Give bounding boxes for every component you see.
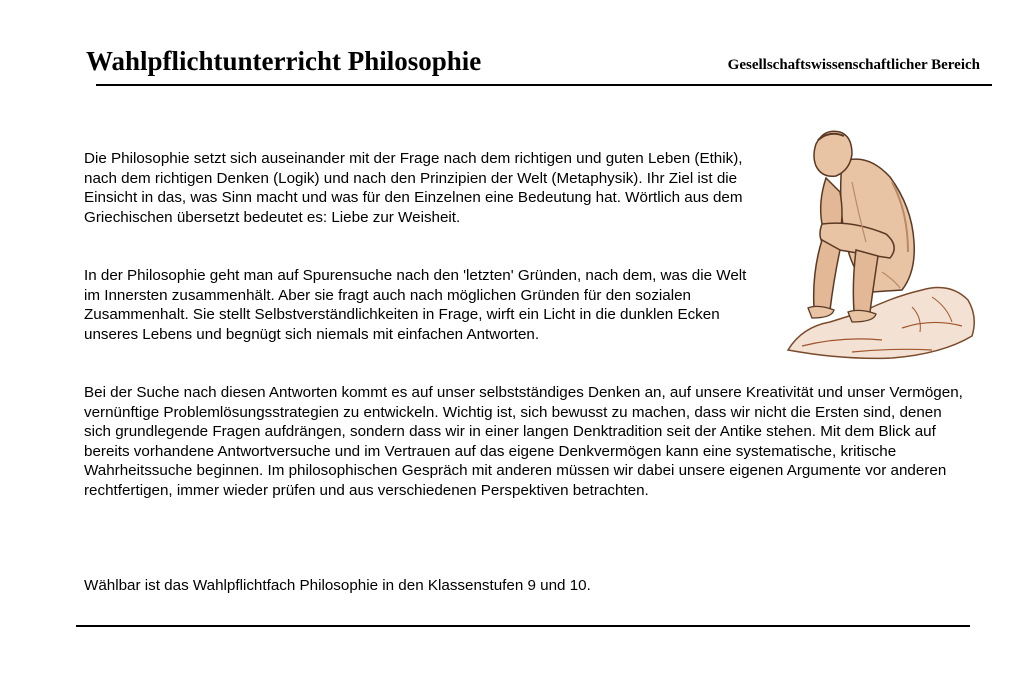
section-label: Gesellschaftswissenschaftlicher Bereich (727, 57, 980, 73)
paragraph-elective-note: Wählbar ist das Wahlpflichtfach Philosophie in den Klassenstufen 9 und 10. (84, 577, 591, 594)
paragraph-search: In der Philosophie geht man auf Spurensuche nach den 'letzten' Gründen, nach dem, was die Welt im Innersten zusammenhält. Aber sie fragt auch nach möglichen Gründen für den sozialen Zusammenhalt. Sie stellt Selbstverständlichkeiten in Frage, wirft ein Licht in die dunklen Ecken unseres Lebens und begnügt sich niemals mit einfachen Antworten. (84, 267, 747, 343)
header-divider (96, 84, 992, 86)
thinker-icon (782, 122, 982, 362)
page-title: Wahlpflichtunterricht Philosophie (86, 46, 482, 76)
thinker-illustration (782, 122, 982, 362)
paragraph-thinking: Bei der Suche nach diesen Antworten kommt es auf unser selbstständiges Denken an, auf unsere Kreativität und unser Vermögen, vernünftige Problemlösungsstrategien zu entwickeln. Wichtig ist, sich bewusst zu machen, dass wir nicht die Ersten sind, denen sich grundlegende Fragen aufdrängen, sondern dass wir in einer langen Denktradition seit der Antike stehen. Mit dem Blick auf bereits vorhandene Antwortversuche und im Vertrauen auf das eigene Denkvermögen kann eine systematische, kritische Wahrheitssuche beginnen. Im philosophischen Gespräch mit anderen müssen wir dabei unsere eigenen Argumente vor anderen rechtfertigen, immer wieder prüfen und aus verschiedenen Perspektiven betrachten. (84, 384, 963, 499)
paragraph-intro: Die Philosophie setzt sich auseinander mit der Frage nach dem richtigen und guten Leben (Ethik), nach dem richtigen Denken (Logik) und nach den Prinzipien der Welt (Metaphysik). Ihr Ziel ist die Einsicht in das, was Sinn macht und was für den Einzelnen eine Bedeutung hat. Wörtlich aus dem Griechischen übersetzt bedeutet es: Liebe zur Weisheit. (84, 150, 743, 226)
footer-divider (76, 625, 970, 627)
